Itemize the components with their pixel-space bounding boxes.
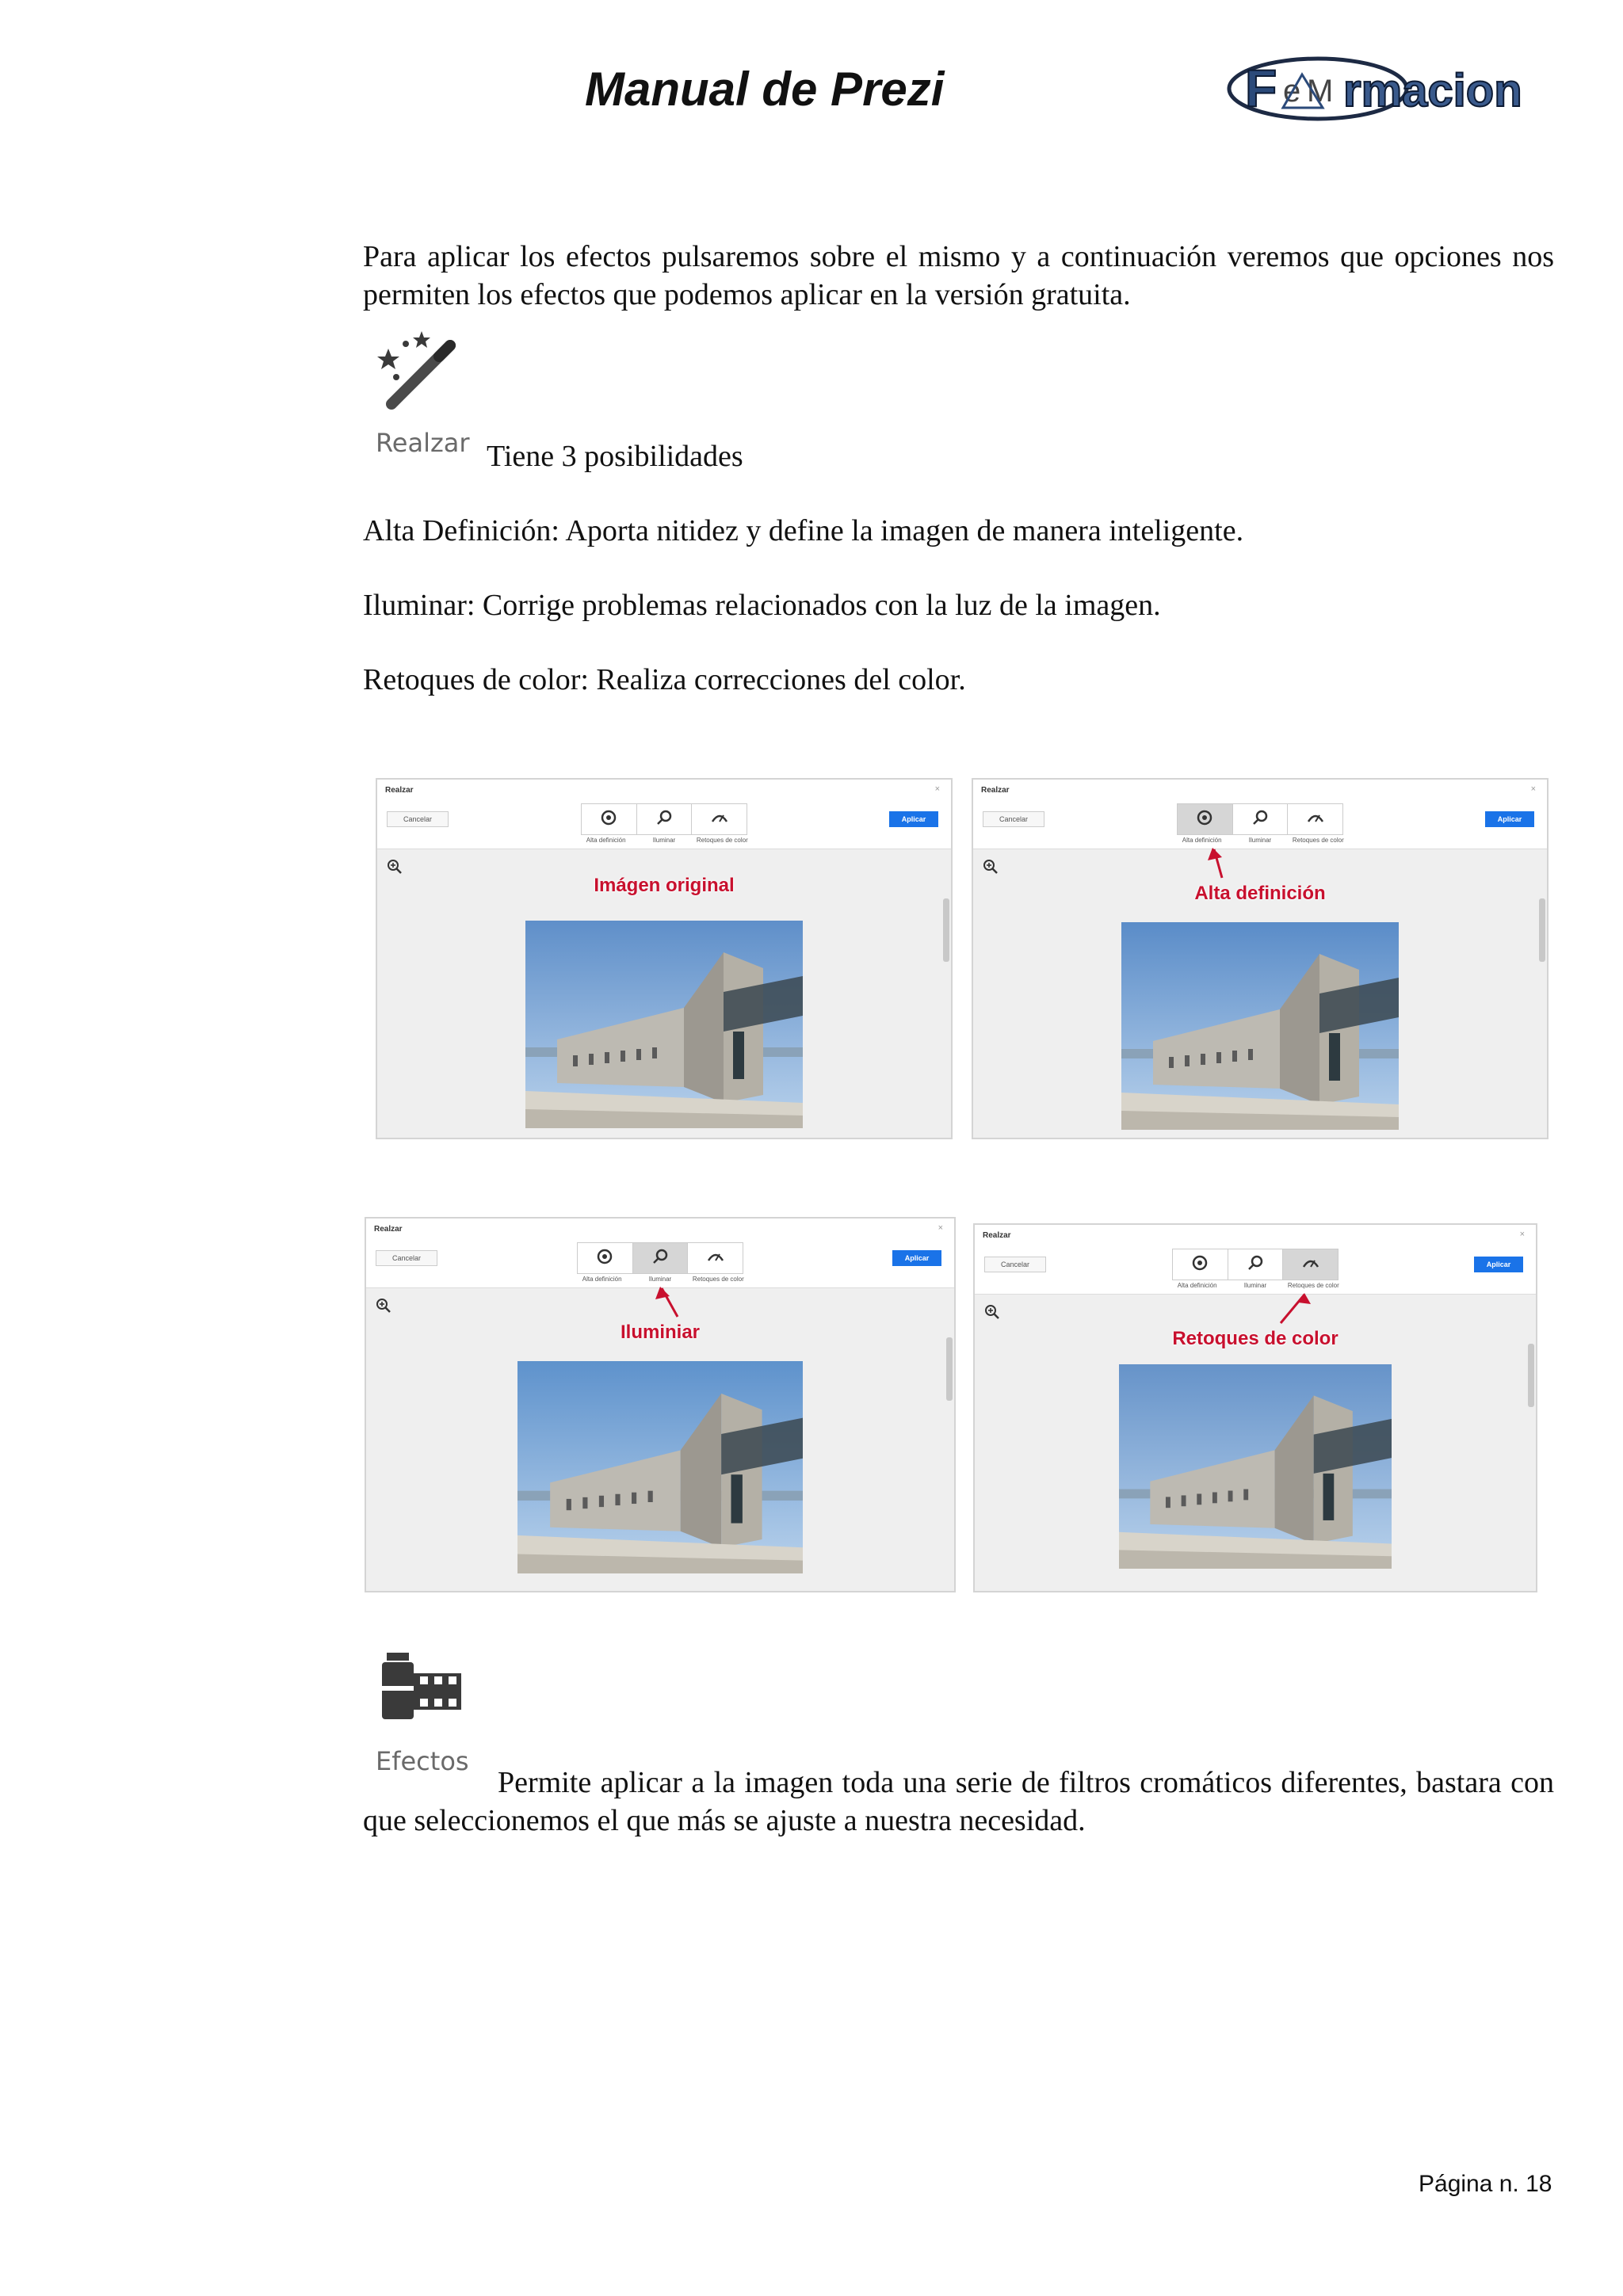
scrollbar[interactable]: [1528, 1344, 1534, 1407]
tool-label: Retoques de color: [692, 1276, 744, 1283]
tool-group: [581, 803, 747, 835]
close-icon[interactable]: ×: [938, 1223, 943, 1233]
svg-text:rmacion: rmacion: [1343, 65, 1522, 116]
close-icon[interactable]: ×: [1530, 784, 1536, 794]
building-photo: [517, 1361, 803, 1573]
cancel-button[interactable]: Cancelar: [376, 1250, 437, 1266]
apply-button[interactable]: Aplicar: [889, 811, 938, 827]
close-icon[interactable]: ×: [1519, 1230, 1525, 1239]
realzar-screenshot-2: [972, 778, 1549, 1139]
tool-label: Alta definición: [1182, 837, 1222, 844]
dialog-title: Realzar: [374, 1225, 403, 1234]
annotation-label: Alta definición: [1194, 883, 1326, 904]
intro-paragraph: Para aplicar los efectos pulsaremos sobre el mismo y a continuación veremos que opciones nos permiten los efectos que podemos aplicar en la versión gratuita.: [363, 240, 1554, 311]
tool-label: Iluminar: [1243, 1282, 1267, 1289]
tool-label: Retoques de color: [1292, 837, 1344, 844]
option-retoques-color: Retoques de color: Realiza correcciones del color.: [363, 663, 966, 696]
dialog-header: [377, 780, 951, 849]
realzar-screenshot-3: [365, 1217, 956, 1592]
tool-label: Iluminar: [652, 837, 676, 844]
realzar-icon-label: Realzar: [376, 428, 470, 458]
tool-label: Alta definición: [586, 837, 626, 844]
option-alta-definicion: Alta Definición: Aporta nitidez y define la imagen de manera inteligente.: [363, 514, 1244, 547]
close-icon[interactable]: ×: [934, 784, 940, 794]
tool-label: Alta definición: [582, 1276, 622, 1283]
formacion-logo: [1224, 49, 1526, 128]
magic-wand-icon: [372, 326, 468, 414]
scrollbar[interactable]: [1539, 898, 1545, 962]
tool-label: Retoques de color: [1287, 1282, 1339, 1289]
apply-button[interactable]: Aplicar: [892, 1250, 941, 1266]
annotation-label: Retoques de color: [1172, 1328, 1338, 1349]
apply-button[interactable]: Aplicar: [1485, 811, 1534, 827]
tool-1[interactable]: [637, 804, 693, 834]
tool-label: Iluminar: [1248, 837, 1272, 844]
cancel-button[interactable]: Cancelar: [387, 811, 449, 827]
tool-label: Retoques de color: [696, 837, 748, 844]
tool-label: Iluminar: [648, 1276, 672, 1283]
dialog-title: Realzar: [385, 786, 414, 795]
option-iluminar: Iluminar: Corrige problemas relacionados con la luz de la imagen.: [363, 589, 1161, 622]
efectos-icon-block: [379, 1650, 474, 1737]
realzar-screenshot-4: [973, 1223, 1537, 1592]
svg-text:M: M: [1307, 74, 1334, 109]
scrollbar[interactable]: [943, 898, 949, 962]
tool-label: Alta definición: [1177, 1282, 1217, 1289]
cancel-button[interactable]: Cancelar: [984, 1257, 1046, 1272]
efectos-icon-label: Efectos: [376, 1746, 469, 1776]
apply-button[interactable]: Aplicar: [1474, 1257, 1523, 1272]
efectos-paragraph: Permite aplicar a la imagen toda una serie de filtros cromáticos diferentes, bastara con que seleccionemos el que más se ajuste a nuestra necesidad.: [363, 1766, 1554, 1837]
page-number: Página n. 18: [1419, 2171, 1552, 2197]
dialog-title: Realzar: [983, 1231, 1011, 1240]
building-photo: [1119, 1364, 1392, 1569]
film-icon: [379, 1650, 466, 1729]
realzar-icon-block: [372, 326, 468, 414]
cancel-button[interactable]: Cancelar: [983, 811, 1044, 827]
realzar-screenshot-1: [376, 778, 953, 1139]
svg-text:e: e: [1283, 74, 1301, 109]
tool-0[interactable]: [582, 804, 637, 834]
svg-text:F: F: [1245, 59, 1277, 117]
tool-2[interactable]: [692, 804, 747, 834]
building-photo: [525, 921, 803, 1128]
realzar-description: Tiene 3 posibilidades: [487, 440, 743, 473]
building-photo: [1121, 922, 1399, 1130]
tool-labels: [577, 837, 751, 844]
annotation-label: Iluminiar: [620, 1322, 701, 1343]
document-title: Manual de Prezi: [585, 63, 945, 116]
dialog-title: Realzar: [981, 786, 1010, 795]
scrollbar[interactable]: [946, 1337, 953, 1401]
annotation-label: Imágen original: [594, 875, 735, 896]
